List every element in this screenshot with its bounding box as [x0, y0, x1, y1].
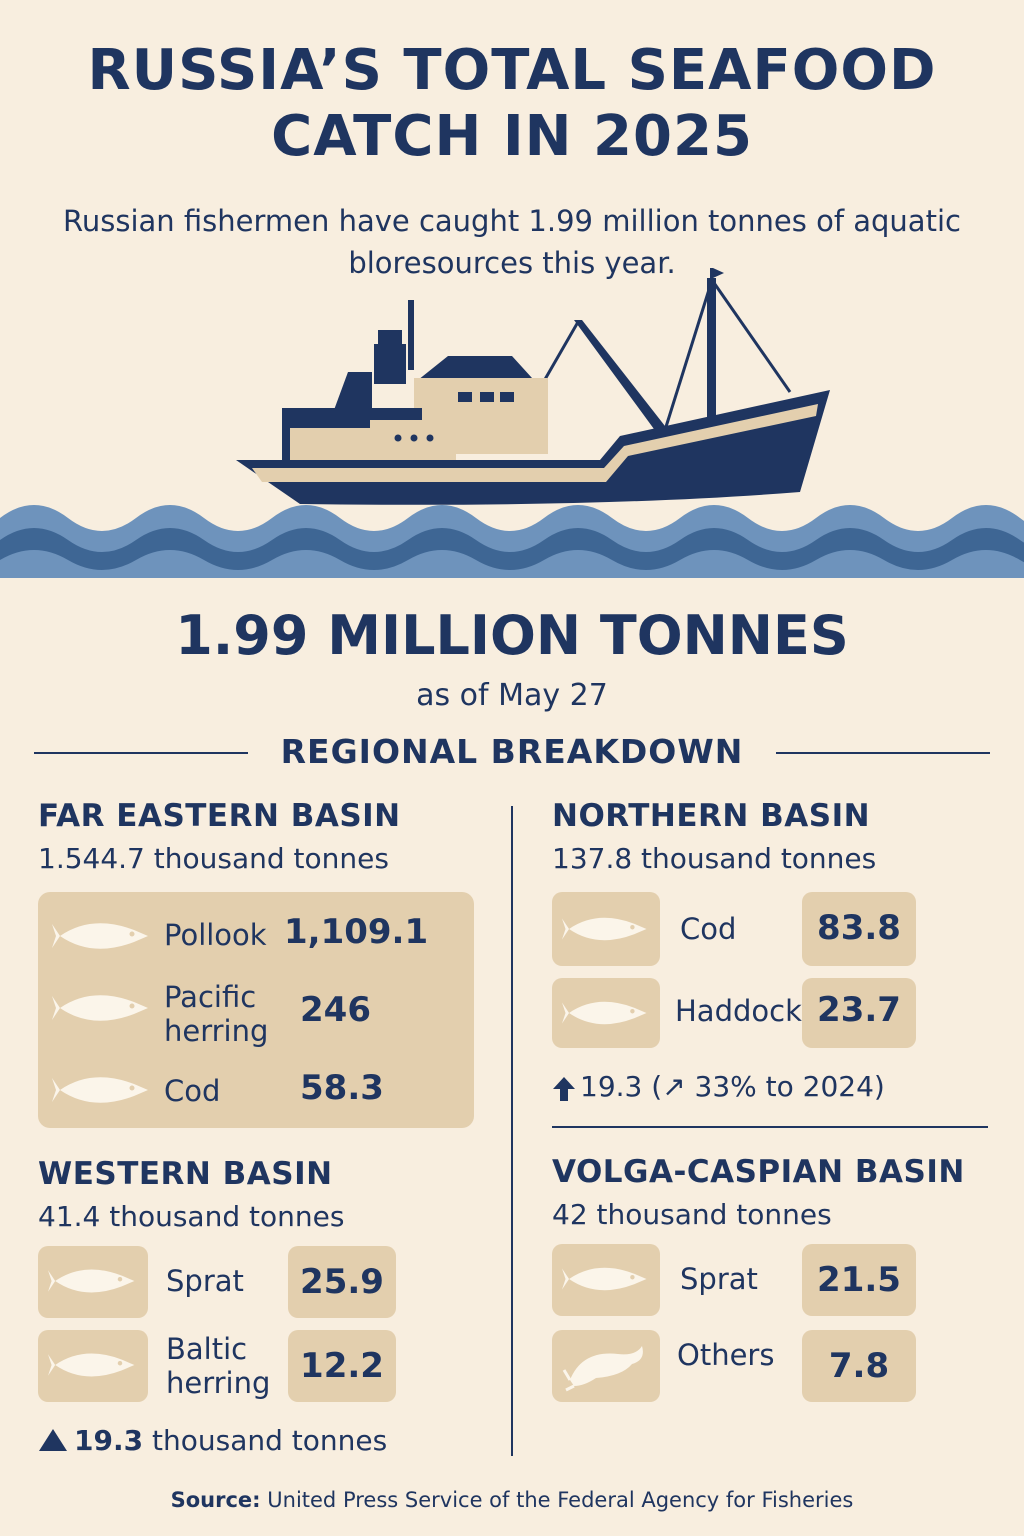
headline-date: as of May 27: [416, 678, 608, 713]
waves-icon: [0, 505, 1024, 600]
species-label: Sprat: [166, 1264, 244, 1298]
fish-icon: [52, 1066, 152, 1114]
species-value: 1,109.1: [284, 912, 429, 952]
species-label: Others: [677, 1338, 775, 1372]
species-value: 25.9: [300, 1262, 384, 1302]
basin-total: 137.8 thousand tonnes: [552, 842, 877, 875]
species-label: Haddock: [675, 994, 802, 1028]
column-divider: [511, 806, 513, 1456]
source-text: United Press Service of the Federal Agency for Fisheries: [267, 1488, 854, 1512]
fish-icon: [562, 990, 650, 1036]
arrow-up-icon: [38, 1428, 68, 1452]
basin-name: VOLGA-CASPIAN BASIN: [552, 1154, 965, 1190]
change-unit: thousand tonnes: [152, 1424, 388, 1457]
species-label: Cod: [164, 1074, 221, 1108]
fishing-boat-icon: [0, 260, 1024, 600]
source-credit: [0, 1488, 1024, 1512]
species-value: 83.8: [817, 908, 901, 948]
fish-icon: [562, 906, 650, 952]
page-title: RUSSIA’S TOTAL SEAFOOD CATCH IN 2025: [87, 38, 937, 169]
species-value: 7.8: [828, 1346, 890, 1386]
fish-icon: [48, 1342, 138, 1388]
change-value: 19.3: [74, 1424, 144, 1457]
basin-total: 42 thousand tonnes: [552, 1198, 832, 1231]
species-value: 23.7: [817, 990, 901, 1030]
species-label: Cod: [680, 912, 737, 946]
shrimp-icon: [562, 1340, 650, 1392]
basin-total: 41.4 thousand tonnes: [38, 1200, 345, 1233]
species-label: Baltic herring: [166, 1332, 271, 1400]
species-value: 58.3: [300, 1068, 384, 1108]
fish-icon: [52, 912, 152, 960]
fish-icon: [562, 1256, 650, 1302]
species-value: 246: [300, 990, 371, 1030]
basin-name: WESTERN BASIN: [38, 1156, 333, 1192]
section-title: REGIONAL BREAKDOWN: [280, 732, 744, 771]
fish-icon: [52, 984, 152, 1032]
basin-total: 1.544.7 thousand tonnes: [38, 842, 389, 875]
basin-name: FAR EASTERN BASIN: [38, 798, 401, 834]
basin-change-note: 19.3 (↗ 33% to 2024): [580, 1070, 885, 1103]
source-key: Source:: [170, 1488, 261, 1512]
species-label: Pacific herring: [164, 980, 269, 1048]
page-subtitle: Russian fishermen have caught 1.99 million tonnes of aquatic bloresources this year.: [63, 204, 961, 280]
species-value: 21.5: [817, 1260, 901, 1300]
row-divider: [552, 1126, 988, 1128]
species-label: Pollook: [164, 918, 267, 952]
divider: [34, 752, 248, 754]
headline-total: 1.99 MILLION TONNES: [175, 604, 849, 667]
species-value: 12.2: [300, 1346, 384, 1386]
basin-name: NORTHERN BASIN: [552, 798, 871, 834]
divider: [776, 752, 990, 754]
fish-icon: [48, 1258, 138, 1304]
species-label: Sprat: [680, 1262, 758, 1296]
arrow-up-icon: [552, 1076, 576, 1102]
basin-change-note: [74, 1424, 387, 1457]
